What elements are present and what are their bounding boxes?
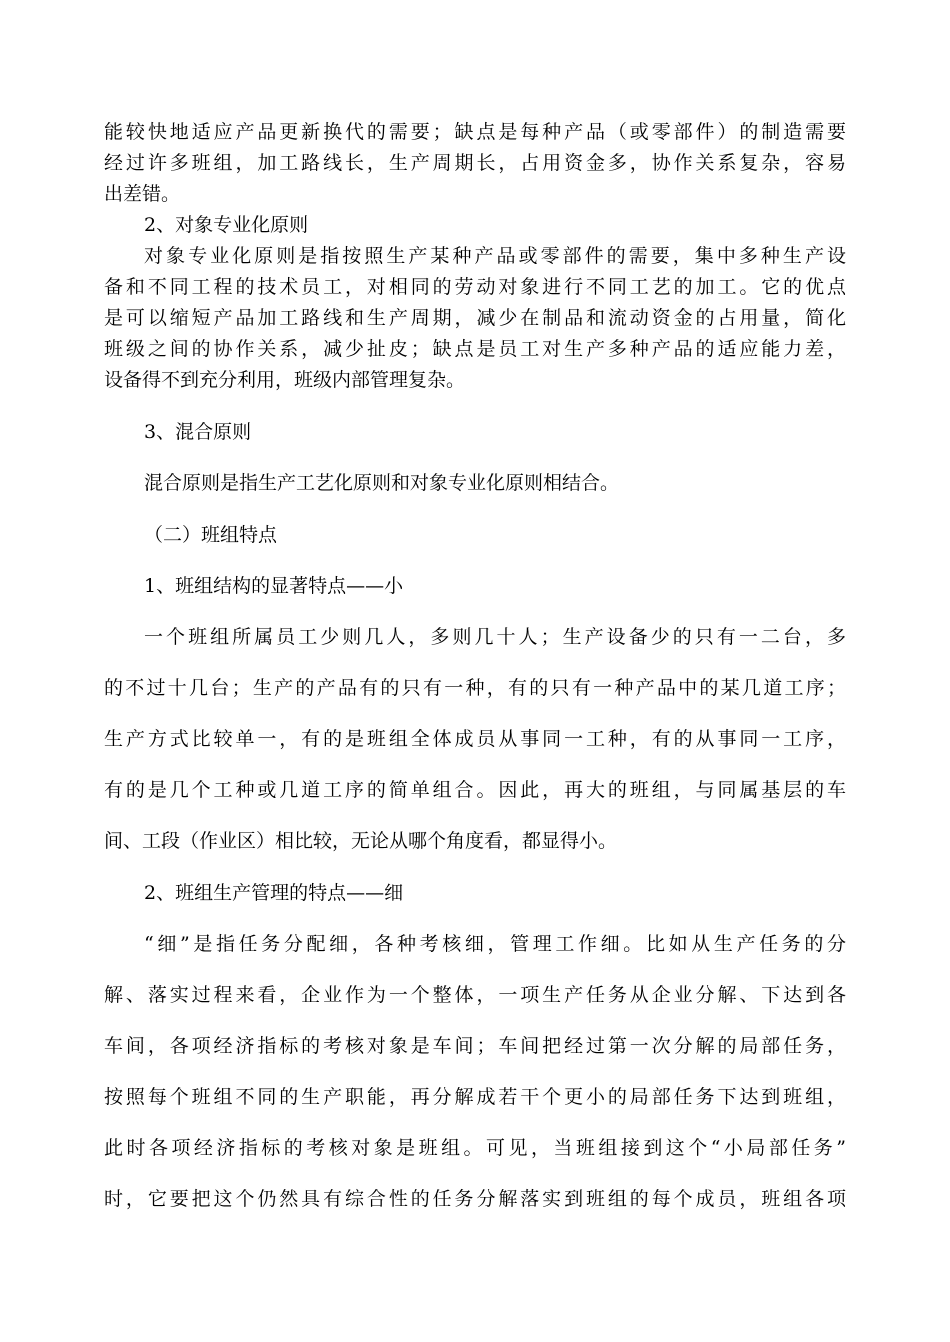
paragraph-line: 混合原则是指生产工艺化原则和对象专业化原则相结合。 (144, 472, 620, 494)
paragraph-line: 解、落实过程来看，企业作为一个整体，一项生产任务从企业分解、下达到各 (104, 984, 846, 1006)
section-heading: 3、混合原则 (144, 421, 252, 443)
paragraph-line: 设备得不到充分利用，班级内部管理复杂。 (104, 369, 466, 391)
paragraph-line: 对象专业化原则是指按照生产某种产品或零部件的需要，集中多种生产设 (144, 245, 846, 267)
section-heading: 1、班组结构的显著特点——小 (144, 575, 404, 597)
paragraph-line: 车间，各项经济指标的考核对象是车间；车间把经过第一次分解的局部任务， (104, 1035, 846, 1057)
paragraph-line: 班级之间的协作关系，减少扯皮；缺点是员工对生产多种产品的适应能力差， (104, 338, 846, 360)
section-heading: 2、对象专业化原则 (144, 214, 309, 236)
paragraph-line: 按照每个班组不同的生产职能，再分解成若干个更小的局部任务下达到班组， (104, 1086, 846, 1108)
paragraph-line: 出差错。 (104, 183, 181, 205)
paragraph-line: 生产方式比较单一，有的是班组全体成员从事同一工种，有的从事同一工序， (104, 728, 846, 750)
paragraph-line: 备和不同工程的技术员工，对相同的劳动对象进行不同工艺的加工。它的优点 (104, 276, 846, 298)
paragraph-line: 此时各项经济指标的考核对象是班组。可见，当班组接到这个“小局部任务” (104, 1137, 846, 1159)
paragraph-line: 能较快地适应产品更新换代的需要；缺点是每种产品（或零部件）的制造需要 (104, 121, 846, 143)
paragraph-line: 的不过十几台；生产的产品有的只有一种，有的只有一种产品中的某几道工序； (104, 677, 846, 699)
paragraph-line: 经过许多班组，加工路线长，生产周期长，占用资金多，协作关系复杂，容易 (104, 152, 846, 174)
paragraph-line: 是可以缩短产品加工路线和生产周期，减少在制品和流动资金的占用量，简化 (104, 307, 846, 329)
paragraph-line: “细”是指任务分配细，各种考核细，管理工作细。比如从生产任务的分 (144, 933, 846, 955)
paragraph-line: 有的是几个工种或几道工序的简单组合。因此，再大的班组，与同属基层的车 (104, 779, 846, 801)
section-heading: （二）班组特点 (144, 524, 278, 546)
paragraph-line: 一个班组所属员工少则几人，多则几十人；生产设备少的只有一二台，多 (144, 626, 846, 648)
section-heading: 2、班组生产管理的特点——细 (144, 882, 404, 904)
paragraph-line: 时，它要把这个仍然具有综合性的任务分解落实到班组的每个成员，班组各项 (104, 1188, 846, 1210)
paragraph-line: 间、工段（作业区）相比较，无论从哪个角度看，都显得小。 (104, 830, 618, 852)
